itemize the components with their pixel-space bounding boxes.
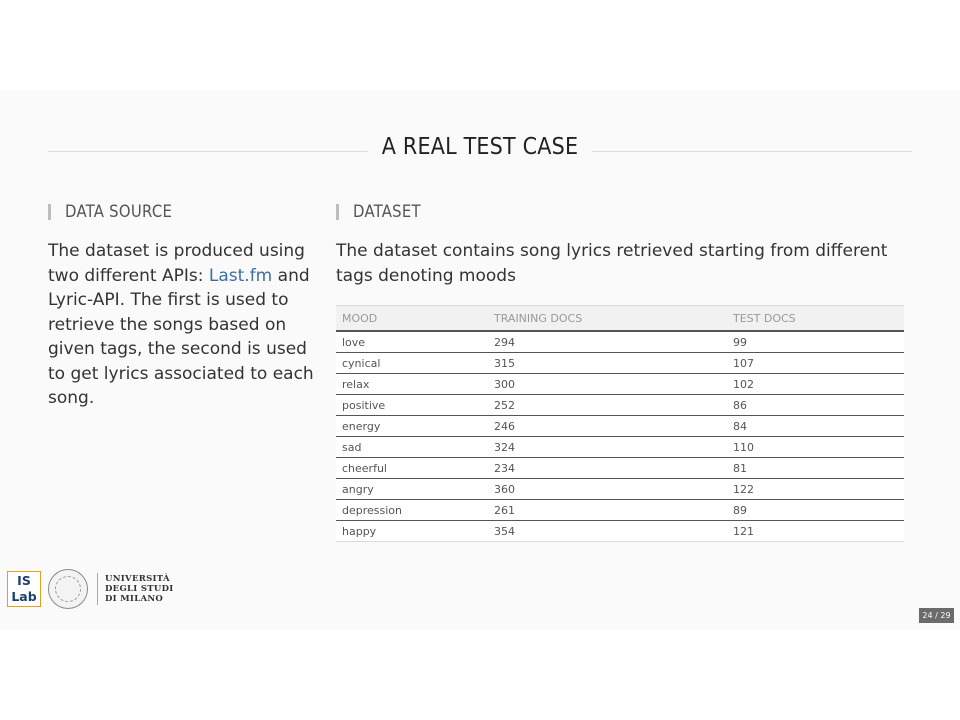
table-cell-mood: energy (336, 416, 488, 437)
table-cell-mood: angry (336, 479, 488, 500)
table-cell-test-docs: 102 (727, 374, 904, 395)
table-cell-test-docs: 89 (727, 500, 904, 521)
university-name-line: UNIVERSITÀ (105, 574, 170, 584)
islab-logo (7, 571, 41, 607)
table-cell-test-docs: 107 (727, 353, 904, 374)
table-row (336, 521, 904, 542)
table-cell-mood: sad (336, 437, 488, 458)
table-cell-test-docs: 122 (727, 479, 904, 500)
table-cell-test-docs: 86 (727, 395, 904, 416)
table-cell-training-docs: 300 (488, 374, 727, 395)
university-name-line: DI MILANO (105, 594, 164, 604)
table-cell-training-docs: 360 (488, 479, 727, 500)
table-cell-test-docs: 99 (727, 331, 904, 353)
table-cell-mood: relax (336, 374, 488, 395)
table-cell-training-docs: 324 (488, 437, 727, 458)
column-header-mood: MOOD (336, 306, 488, 332)
table-cell-test-docs: 84 (727, 416, 904, 437)
data-source-heading (48, 202, 172, 221)
lastfm-link[interactable]: Last.fm (208, 265, 273, 286)
slide-title: A REAL TEST CASE (368, 134, 592, 160)
table-row (336, 416, 904, 437)
dataset-paragraph: The dataset contains song lyrics retrieved starting from different tags denoting moods (336, 241, 888, 286)
university-seal-icon (48, 569, 88, 609)
table-row (336, 437, 904, 458)
table-cell-training-docs: 234 (488, 458, 727, 479)
table-row (336, 479, 904, 500)
table-cell-training-docs: 354 (488, 521, 727, 542)
table-header-row (336, 306, 904, 332)
heading-bar (336, 204, 339, 220)
data-source-paragraph (48, 239, 328, 411)
table-cell-test-docs: 81 (727, 458, 904, 479)
table-cell-training-docs: 315 (488, 353, 727, 374)
heading-bar (48, 204, 51, 220)
table-row (336, 458, 904, 479)
paragraph-text: and Lyric-API. The first is used to retrieve the songs based on given tags, the second is used to get lyrics associated to each song. (48, 265, 314, 408)
table-row (336, 374, 904, 395)
column-header-training-docs: TRAINING DOCS (488, 306, 727, 332)
table-cell-training-docs: 246 (488, 416, 727, 437)
mood-table (336, 305, 904, 542)
table-cell-mood: love (336, 331, 488, 353)
paragraph-text: The dataset is produced using two different APIs: (48, 241, 305, 286)
table-cell-mood: positive (336, 395, 488, 416)
islab-logo-line: IS (17, 573, 31, 588)
table-row (336, 353, 904, 374)
table-cell-mood: cynical (336, 353, 488, 374)
table-cell-training-docs: 294 (488, 331, 727, 353)
table-cell-test-docs: 110 (727, 437, 904, 458)
table-row (336, 500, 904, 521)
page-number: 24 / 29 (919, 608, 954, 623)
table-cell-mood: cheerful (336, 458, 488, 479)
table-row (336, 331, 904, 353)
column-header-test-docs: TEST DOCS (727, 306, 904, 332)
dataset-label: DATASET (353, 202, 421, 221)
logo-divider (97, 573, 98, 605)
footer-logos (7, 569, 174, 609)
university-name-line: DEGLI STUDI (105, 584, 174, 594)
table-cell-training-docs: 261 (488, 500, 727, 521)
islab-logo-line: Lab (11, 589, 37, 604)
table-cell-training-docs: 252 (488, 395, 727, 416)
table-row (336, 395, 904, 416)
table-cell-mood: happy (336, 521, 488, 542)
table-cell-mood: depression (336, 500, 488, 521)
university-name (105, 574, 174, 604)
table-cell-test-docs: 121 (727, 521, 904, 542)
title-bar (48, 134, 912, 170)
dataset-heading (336, 202, 421, 221)
data-source-label: DATA SOURCE (65, 202, 173, 221)
